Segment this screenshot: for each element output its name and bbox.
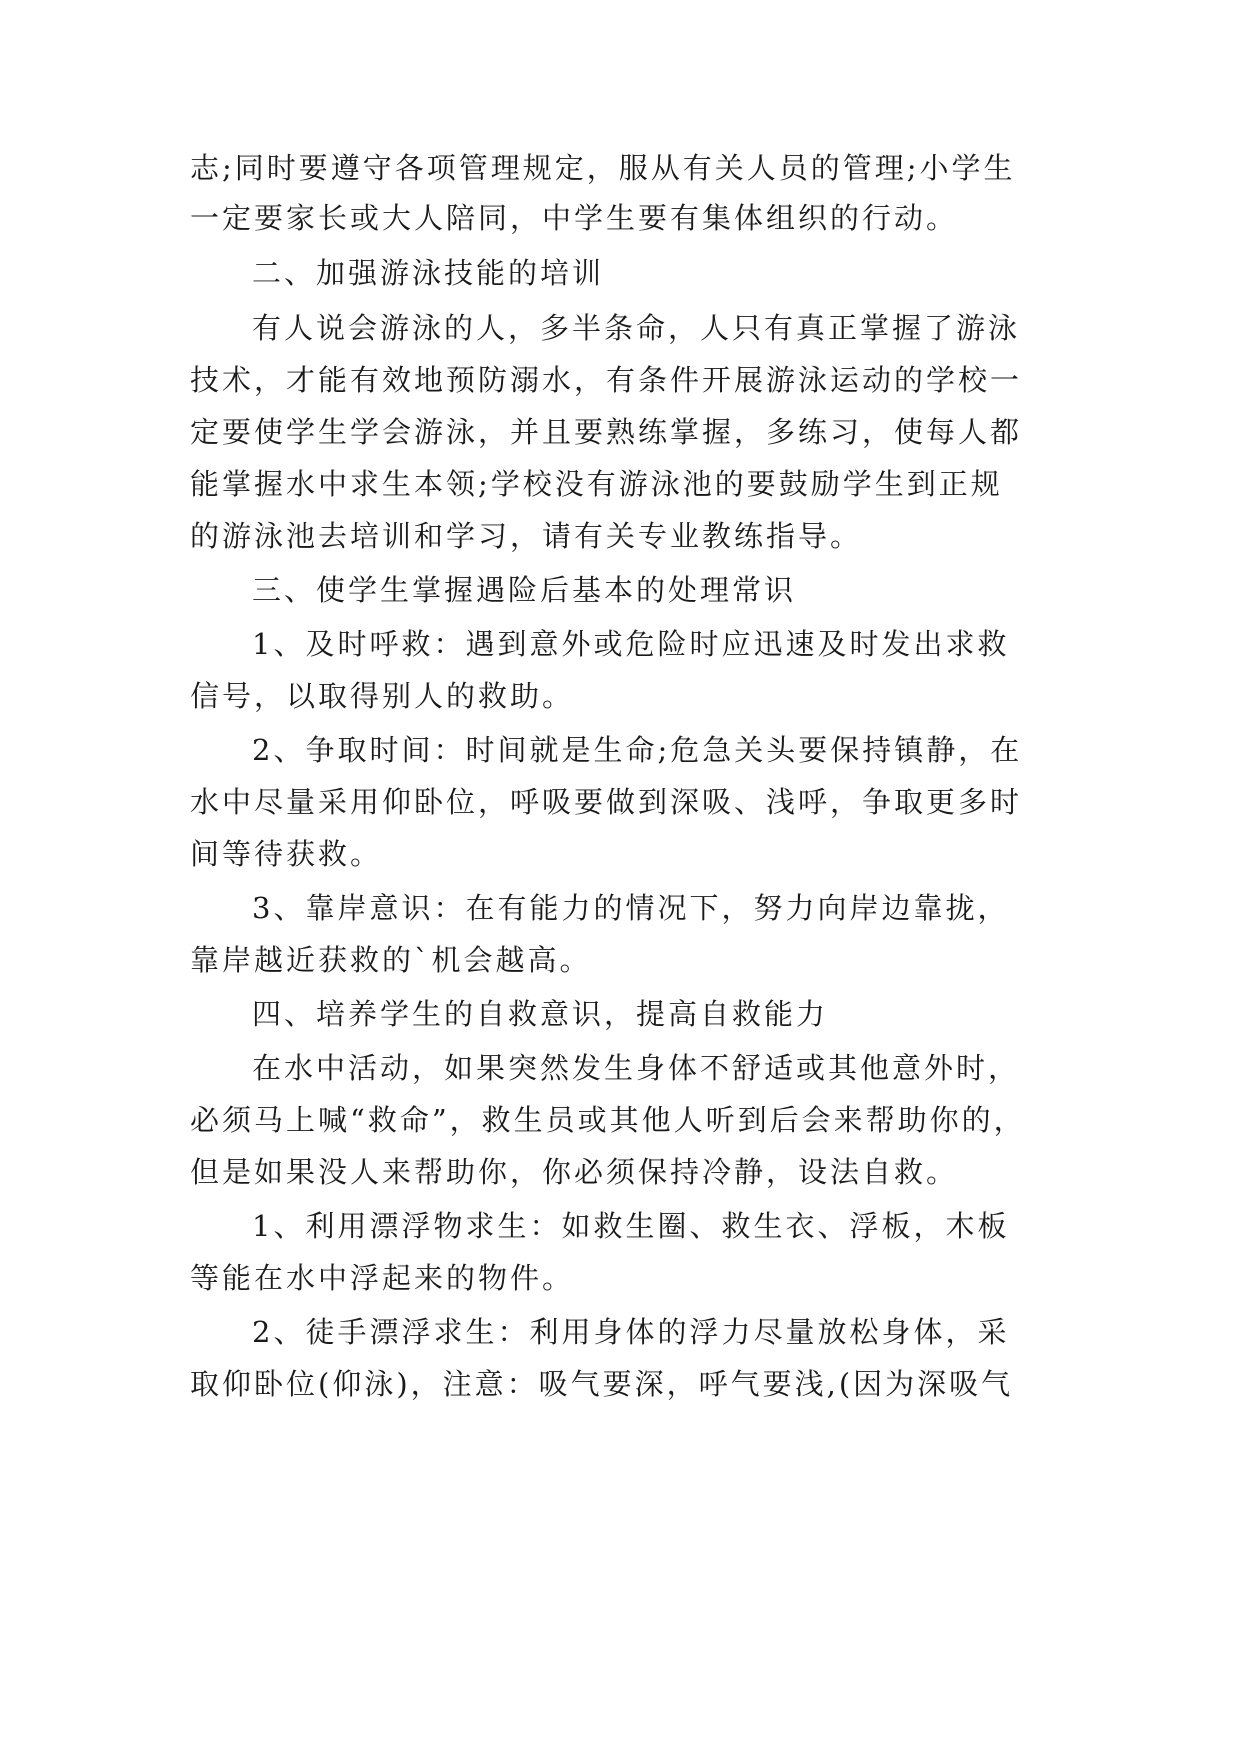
text-line: 定要使学生学会游泳，并且要熟练掌握，多练习，使每人都: [190, 415, 1023, 449]
text-line: 信号，以取得别人的救助。: [190, 679, 575, 713]
text-line: 一定要家长或大人陪同，中学生要有集体组织的行动。: [190, 201, 959, 235]
text-line: 3、靠岸意识：在有能力的情况下，努力向岸边靠拢，: [252, 891, 1010, 925]
text-line: 的游泳池去培训和学习，请有关专业教练指导。: [190, 519, 863, 553]
text-line: 必须马上喊“救命”，救生员或其他人听到后会来帮助你的，: [190, 1103, 1026, 1137]
text-line: 技术，才能有效地预防溺水，有条件开展游泳运动的学校一: [190, 363, 1023, 397]
text-line: 间等待获救。: [190, 837, 383, 871]
text-line: 1、利用漂浮物求生：如救生圈、救生衣、浮板，木板: [252, 1209, 1010, 1243]
text-line: 在水中活动，如果突然发生身体不舒适或其他意外时，: [252, 1051, 1021, 1085]
text-line: 靠岸越近获救的`机会越高。: [190, 943, 592, 977]
section-heading: 二、加强游泳技能的培训: [252, 256, 605, 290]
text-line: 取仰卧位(仰泳)，注意：吸气要深，呼气要浅,(因为深吸气: [190, 1367, 1014, 1401]
text-line: 等能在水中浮起来的物件。: [190, 1261, 575, 1295]
text-line: 有人说会游泳的人，多半条命，人只有真正掌握了游泳: [252, 311, 1021, 345]
text-line: 水中尽量采用仰卧位，呼吸要做到深吸、浅呼，争取更多时: [190, 785, 1023, 819]
text-line: 2、徒手漂浮求生：利用身体的浮力尽量放松身体，采: [252, 1315, 1010, 1349]
text-line: 能掌握水中求生本领;学校没有游泳池的要鼓励学生到正规: [190, 467, 1003, 501]
text-line: 志;同时要遵守各项管理规定，服从有关人员的管理;小学生: [190, 151, 1016, 185]
section-heading: 四、培养学生的自救意识，提高自救能力: [252, 997, 829, 1031]
text-line: 2、争取时间：时间就是生命;危急关头要保持镇静，在: [252, 733, 1023, 767]
text-line: 1、及时呼救：遇到意外或危险时应迅速及时发出求救: [252, 627, 1010, 661]
section-heading: 三、使学生掌握遇险后基本的处理常识: [252, 573, 797, 607]
text-line: 但是如果没人来帮助你，你必须保持冷静，设法自救。: [190, 1155, 959, 1189]
